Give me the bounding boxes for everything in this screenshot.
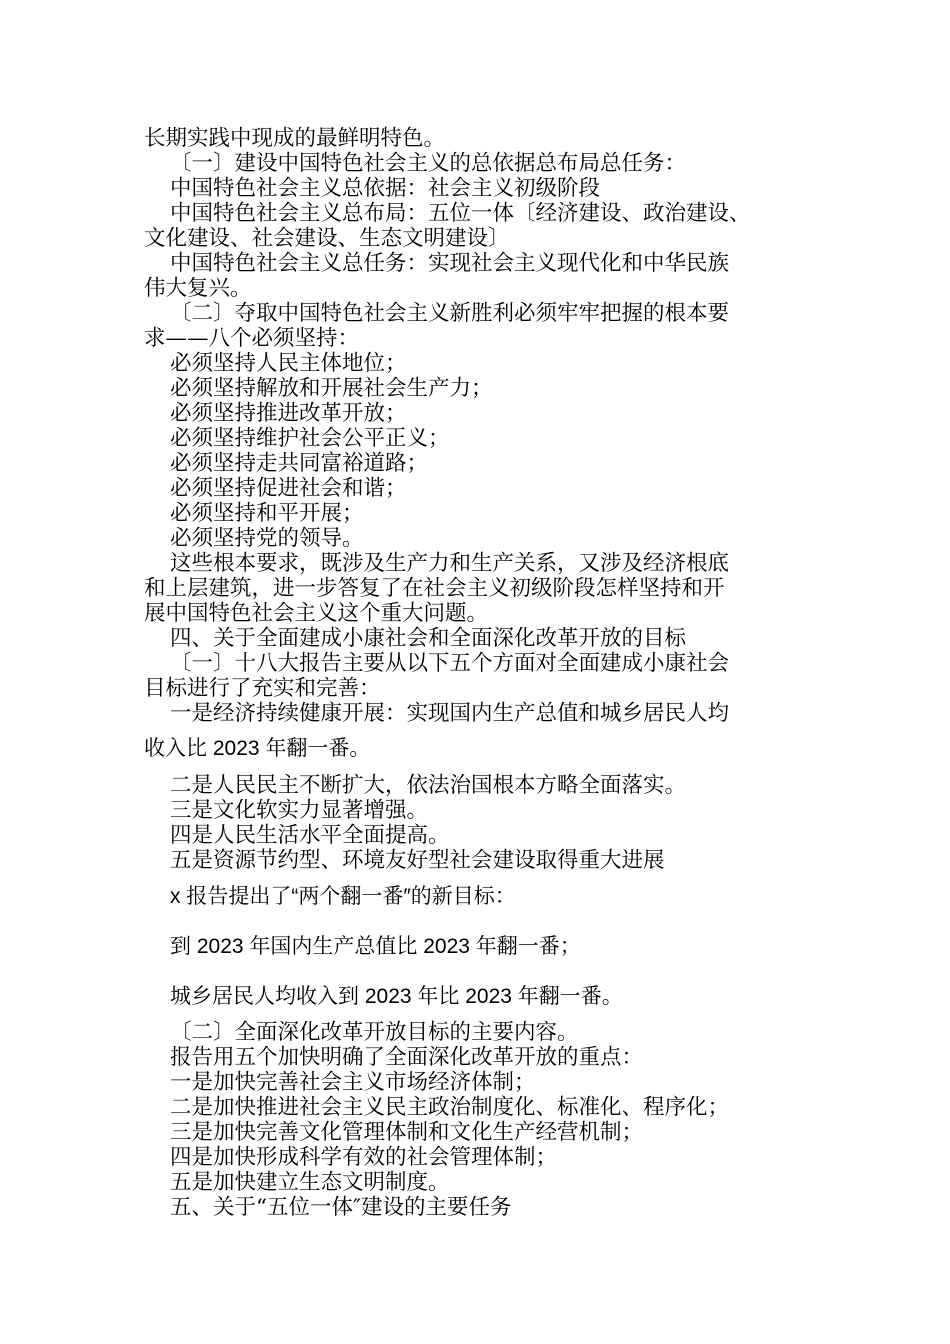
text-line: 必须坚持走共同富裕道路； xyxy=(170,451,429,476)
text-line: 求——八个必须坚持： xyxy=(144,326,360,351)
text-line: 收入比 2023 年翻一番。 xyxy=(144,737,371,760)
text-line: 必须坚持维护社会公平正义； xyxy=(170,426,450,451)
text-line: 五是加快建立生态文明制度。 xyxy=(170,1170,450,1195)
text-line: 必须坚持和平开展； xyxy=(170,501,364,526)
text-line: 必须坚持党的领导。 xyxy=(170,526,364,551)
text-line: 四是人民生活水平全面提高。 xyxy=(170,823,450,848)
text-line: 二是人民民主不断扩大，依法治国根本方略全面落实。 xyxy=(170,773,687,798)
text-line: 〔一〕建设中国特色社会主义的总依据总布局总任务： xyxy=(170,151,687,176)
text-line: 〔二〕全面深化改革开放目标的主要内容。 xyxy=(170,1020,579,1045)
text-line: 中国特色社会主义总任务：实现社会主义现代化和中华民族 xyxy=(170,251,730,276)
text-line: 四是加快形成科学有效的社会管理体制； xyxy=(170,1145,558,1170)
text-line: 五是资源节约型、环境友好型社会建设取得重大进展 xyxy=(170,848,665,873)
text-line: 和上层建筑，进一步答复了在社会主义初级阶段怎样坚持和开 xyxy=(144,576,725,601)
text-line: 报告用五个加快明确了全面深化改革开放的重点： xyxy=(170,1045,644,1070)
text-line: 文化建设、社会建设、生态文明建设〕 xyxy=(144,226,510,251)
text-line: 必须坚持推进改革开放； xyxy=(170,401,407,426)
text-line: 三是加快完善文化管理体制和文化生产经营机制； xyxy=(170,1120,644,1145)
section-heading: 五、关于“五位一体″建设的主要任务 xyxy=(170,1195,512,1220)
text-line: 三是文化软实力显著增强。 xyxy=(170,798,429,823)
section-heading: 四、关于全面建成小康社会和全面深化改革开放的目标 xyxy=(170,626,687,651)
text-line: 伟大复兴。 xyxy=(144,276,252,301)
text-line: 中国特色社会主义总依据：社会主义初级阶段 xyxy=(170,176,601,201)
text-line: 长期实践中现成的最鲜明特色。 xyxy=(144,126,446,151)
text-line: 中国特色社会主义总布局：五位一体〔经济建设、政治建设、 xyxy=(170,201,751,226)
text-line: 〔二〕夺取中国特色社会主义新胜利必须牢牢把握的根本要 xyxy=(170,301,730,326)
text-line: 二是加快推进社会主义民主政治制度化、标准化、程序化； xyxy=(170,1095,730,1120)
text-line: 必须坚持解放和开展社会生产力； xyxy=(170,376,493,401)
text-line: 目标进行了充实和完善： xyxy=(144,676,381,701)
text-line: 必须坚持人民主体地位； xyxy=(170,351,407,376)
text-line: 这些根本要求，既涉及生产力和生产关系，又涉及经济根底 xyxy=(170,551,730,576)
text-line: 必须坚持促进社会和谐； xyxy=(170,476,407,501)
text-line: 一是经济持续健康开展：实现国内生产总值和城乡居民人均 xyxy=(170,701,730,726)
text-line: 展中国特色社会主义这个重大问题。 xyxy=(144,601,489,626)
text-line: 城乡居民人均收入到 2023 年比 2023 年翻一番。 xyxy=(170,985,623,1008)
text-line: 一是加快完善社会主义市场经济体制； xyxy=(170,1070,536,1095)
text-line: x 报告提出了“两个翻一番″的新目标： xyxy=(170,885,516,908)
text-line: 〔一〕十八大报告主要从以下五个方面对全面建成小康社会 xyxy=(170,651,730,676)
text-line: 到 2023 年国内生产总值比 2023 年翻一番； xyxy=(170,935,581,958)
